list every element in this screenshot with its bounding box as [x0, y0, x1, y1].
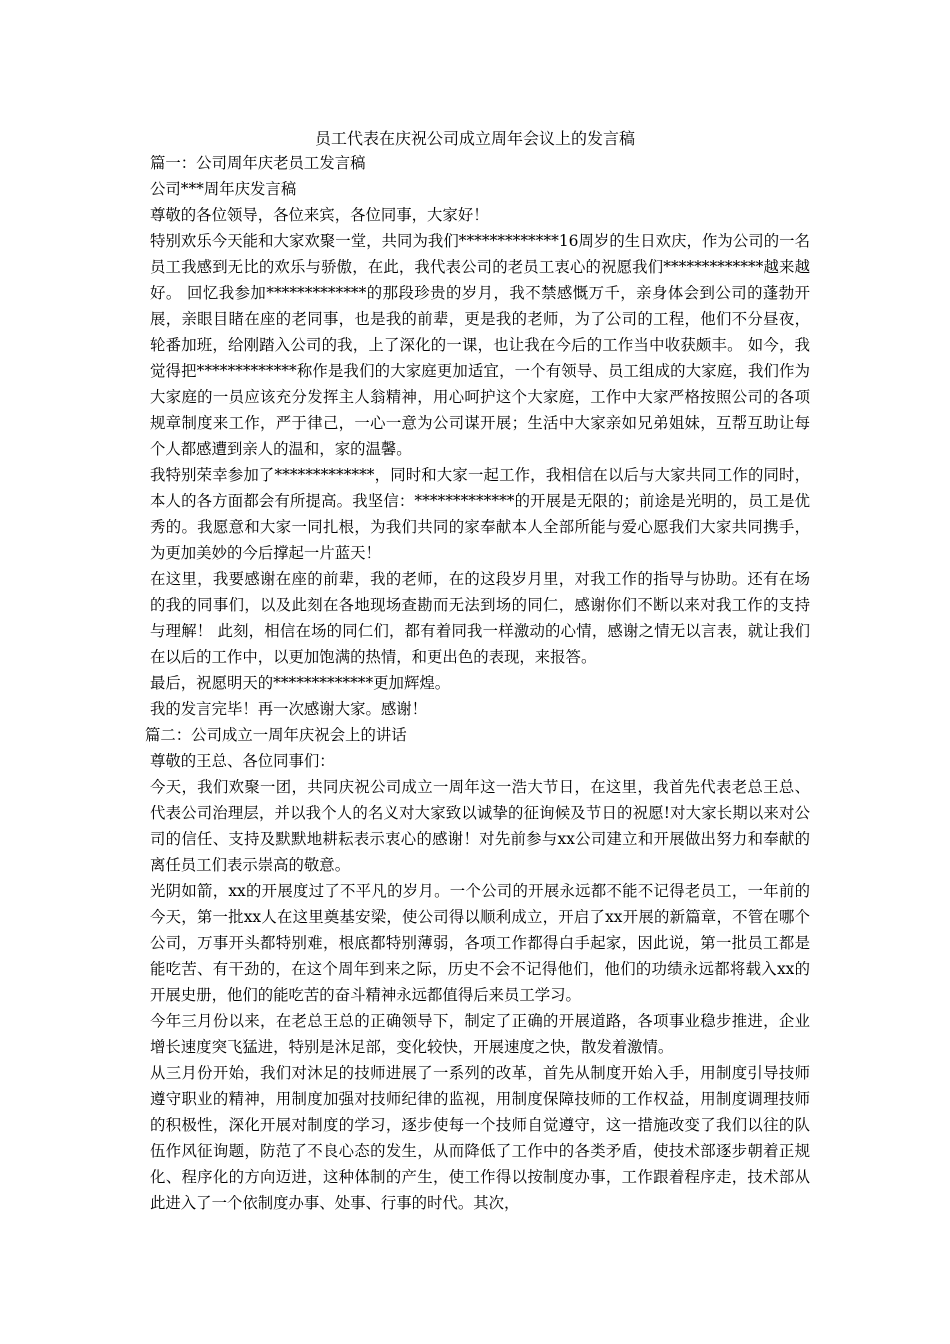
- paragraph: 最后，祝愿明天的*************更加辉煌。: [150, 674, 451, 692]
- paragraph: 今年三月份以来，在老总王总的正确领导下，制定了正确的开展道路，各项事业稳步推进，企业增长速度突飞猛进，特别是沐足部，变化较快，开展速度之快，散发着激情。: [150, 1012, 810, 1056]
- document-body: [145, 150, 810, 1216]
- paragraph: 今天，我们欢聚一团，共同庆祝公司成立一周年这一浩大节日，在这里，我首先代表老总王总、代表公司治理层，并以我个人的名义对大家致以诚挚的征询候及节日的祝愿!对大家长期以来对公司的信任、支持及默默地耕耘表示衷心的感谢！对先前参与xx公司建立和开展做出努力和奉献的离任员工们表示崇高的敬意。: [150, 778, 810, 874]
- paragraph: 特别欢乐今天能和大家欢聚一堂，共同为我们*************16周岁的生日欢庆，作为公司的一名员工我感到无比的欢乐与骄傲，在此，我代表公司的老员工衷心的祝愿我们*************越来越好。 回忆我参加*************的那段珍贵的岁月，我不禁感慨万千，亲身体会到公司的蓬勃开展，亲眼目睹在座的老同事，也是我的前辈，更是我的老师，为了公司的工程，他们不分昼夜，轮番加班，给刚踏入公司的我，上了深化的一课，也让我在今后的工作当中收获颇丰。 如今，我觉得把*************称作是我们的大家庭更加适宜，一个有领导、员工组成的大家庭，我们作为大家庭的一员应该充分发挥主人翁精神，用心呵护这个大家庭，工作中大家严格按照公司的各项规章制度来工作，严于律己，一心一意为公司谋开展；生活中大家亲如兄弟姐妹，互帮互助让每个人都感遭到亲人的温和，家的温馨。: [150, 232, 810, 458]
- document-title: 员工代表在庆祝公司成立周年会议上的发言稿: [314, 129, 635, 148]
- paragraph: 在这里，我要感谢在座的前辈，我的老师，在的这段岁月里，对我工作的指导与协助。还有在场的我的同事们，以及此刻在各地现场查勘而无法到场的同仁，感谢你们不断以来对我工作的支持与理解！ 此刻，相信在场的同仁们，都有着同我一样激动的心情，感谢之情无以言表，就让我们在以后的工作中，以更加饱满的热情，和更出色的表现，来报答。: [150, 570, 810, 666]
- paragraph: 从三月份开始，我们对沐足的技师进展了一系列的改革，首先从制度开始入手，用制度引导技师遵守职业的精神，用制度加强对技师纪律的监视，用制度保障技师的工作权益，用制度调理技师的积极性，深化开展对制度的学习，逐步使每一个技师自觉遵守，这一措施改变了我们以往的队伍作风征询题，防范了不良心态的发生，从而降低了工作中的各类矛盾，使技术部逐步朝着正规化、程序化的方向迈进，这种体制的产生，使工作得以按制度办事，工作跟着程序走，技术部从此进入了一个依制度办事、处事、行事的时代。其次，: [150, 1064, 810, 1212]
- paragraph: 尊敬的各位领导，各位来宾，各位同事，大家好！: [150, 206, 489, 224]
- paragraph: 光阴如箭，xx的开展度过了不平凡的岁月。一个公司的开展永远都不能不记得老员工，一年前的今天，第一批xx人在这里奠基安梁，使公司得以顺利成立，开启了xx开展的新篇章，不管在哪个公司，万事开头都特别难，根底都特别薄弱，各项工作都得白手起家，因此说，第一批员工都是能吃苦、有干劲的，在这个周年到来之际，历史不会不记得他们，他们的功绩永远都将载入xx的开展史册，他们的能吃苦的奋斗精神永远都值得后来员工学习。: [150, 882, 810, 1004]
- paragraph: 我特别荣幸参加了*************，同时和大家一起工作，我相信在以后与大家共同工作的同时，本人的各方面都会有所提高。我坚信：*************的开展是无限的；前途是光明的，员工是优秀的。我愿意和大家一同扎根，为我们共同的家奉献本人全部所能与爱心愿我们大家共同携手，为更加美妙的今后撑起一片蓝天！: [150, 466, 810, 562]
- paragraph: 篇一：公司周年庆老员工发言稿: [150, 154, 366, 172]
- paragraph: 尊敬的王总、各位同事们：: [150, 752, 335, 770]
- paragraph: 篇二：公司成立一周年庆祝会上的讲话: [145, 726, 407, 744]
- paragraph: 公司***周年庆发言稿: [150, 180, 297, 198]
- paragraph: 我的发言完毕！再一次感谢大家。感谢！: [150, 700, 428, 718]
